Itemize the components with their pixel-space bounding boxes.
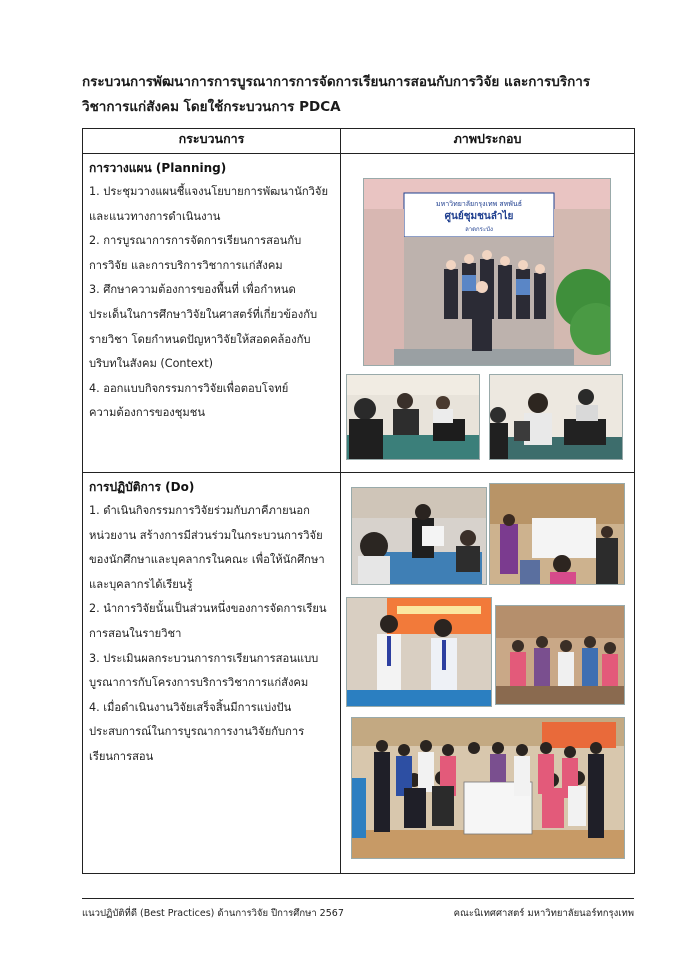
workshop-photo-right <box>489 483 625 585</box>
do-item: ของนักศึกษาและบุคลากรในคณะ เพื่อให้นักศึกษา <box>89 553 325 567</box>
planning-item: 1. ประชุมวางแผนชี้แจงนโยบายการพัฒนานักวิจัย <box>89 185 329 198</box>
do-item: ประสบการณ์ในการบูรณาการงานวิจัยกับการ <box>89 725 305 739</box>
planning-item: ประเด็นในการศึกษาวิจัยในศาสตร์ที่เกี่ยวข้องกับ <box>89 307 318 321</box>
planning-title: การวางแผน (Planning) <box>89 161 227 175</box>
meeting-photo-right <box>489 374 623 460</box>
presentation-photo <box>346 597 492 707</box>
page-heading <box>82 70 642 120</box>
planning-item: ความต้องการของชุมชน <box>89 406 205 420</box>
do-text-cell <box>83 473 341 874</box>
footer-left-text: แนวปฏิบัติที่ดี (Best Practices) ด้านการวิจัย ปีการศึกษา 2567 <box>82 908 344 919</box>
heading-line-2: วิชาการแก่สังคม โดยใช้กระบวนการ PDCA <box>82 99 341 115</box>
do-item: การสอนในรายวิชา <box>89 626 182 640</box>
column-header-images: ภาพประกอบ <box>341 129 635 154</box>
sign-line-3: ลาดกระบัง <box>465 226 493 233</box>
do-item: 2. นำการวิจัยนั้นเป็นส่วนหนึ่งของการจัดการเรียน <box>89 602 327 616</box>
do-item: เรียนการสอน <box>89 749 154 763</box>
do-photos-cell <box>341 473 635 874</box>
do-item: บูรณาการกับโครงการบริการวิชาการแก่สังคม <box>89 676 309 690</box>
planning-item: บริบทในสังคม (Context) <box>89 357 213 371</box>
planning-photos-cell <box>341 154 635 473</box>
group-photo-building <box>363 178 611 366</box>
do-item: 4. เมื่อดำเนินงานวิจัยเสร็จสิ้นมีการแบ่งปัน <box>89 700 292 714</box>
do-title: การปฏิบัติการ (Do) <box>89 480 195 494</box>
planning-item: รายวิชา โดยกำหนดปัญหาวิจัยให้สอดคล้องกับ <box>89 332 311 346</box>
do-item: 3. ประเมินผลกระบวนการการเรียนการสอนแบบ <box>89 651 319 665</box>
footer-right-text: คณะนิเทศศาสตร์ มหาวิทยาลัยนอร์ทกรุงเทพ <box>453 908 634 919</box>
sign-line-2: ศูนย์ชุมชนลำไย <box>444 211 514 222</box>
planning-item: การวิจัย และการบริการวิชาการแก่สังคม <box>89 258 283 272</box>
planning-item: และแนวทางการดำเนินงาน <box>89 209 221 223</box>
column-header-process: กระบวนการ <box>83 129 341 154</box>
planning-item: 3. ศึกษาความต้องการของพื้นที่ เพื่อกำหนด <box>89 283 296 297</box>
footer-divider <box>82 898 634 899</box>
workshop-photo-left <box>351 487 487 585</box>
meeting-photo-left <box>346 374 480 460</box>
planning-item: 2. การบูรณาการการจัดการเรียนการสอนกับ <box>89 234 302 248</box>
large-group-photo <box>351 717 625 859</box>
do-item: 1. ดำเนินกิจกรรมการวิจัยร่วมกับภาคีภายนอก <box>89 504 310 517</box>
pdca-table <box>82 128 635 874</box>
sign-line-1: มหาวิทยาลัยกรุงเทพ สหพันธ์ <box>436 200 522 208</box>
planning-text-cell <box>83 154 341 473</box>
planning-item: 4. ออกแบบกิจกรรมการวิจัยเพื่อตอบโจทย์ <box>89 381 289 395</box>
do-item: หน่วยงาน สร้างการมีส่วนร่วมในกระบวนการวิจัย <box>89 528 323 542</box>
heading-line-1: กระบวนการพัฒนาการการบูรณาการการจัดการเรียนการสอนกับการวิจัย และการบริการ <box>82 74 591 90</box>
community-photo <box>495 605 625 705</box>
do-item: และบุคลากรได้เรียนรู้ <box>89 577 193 591</box>
